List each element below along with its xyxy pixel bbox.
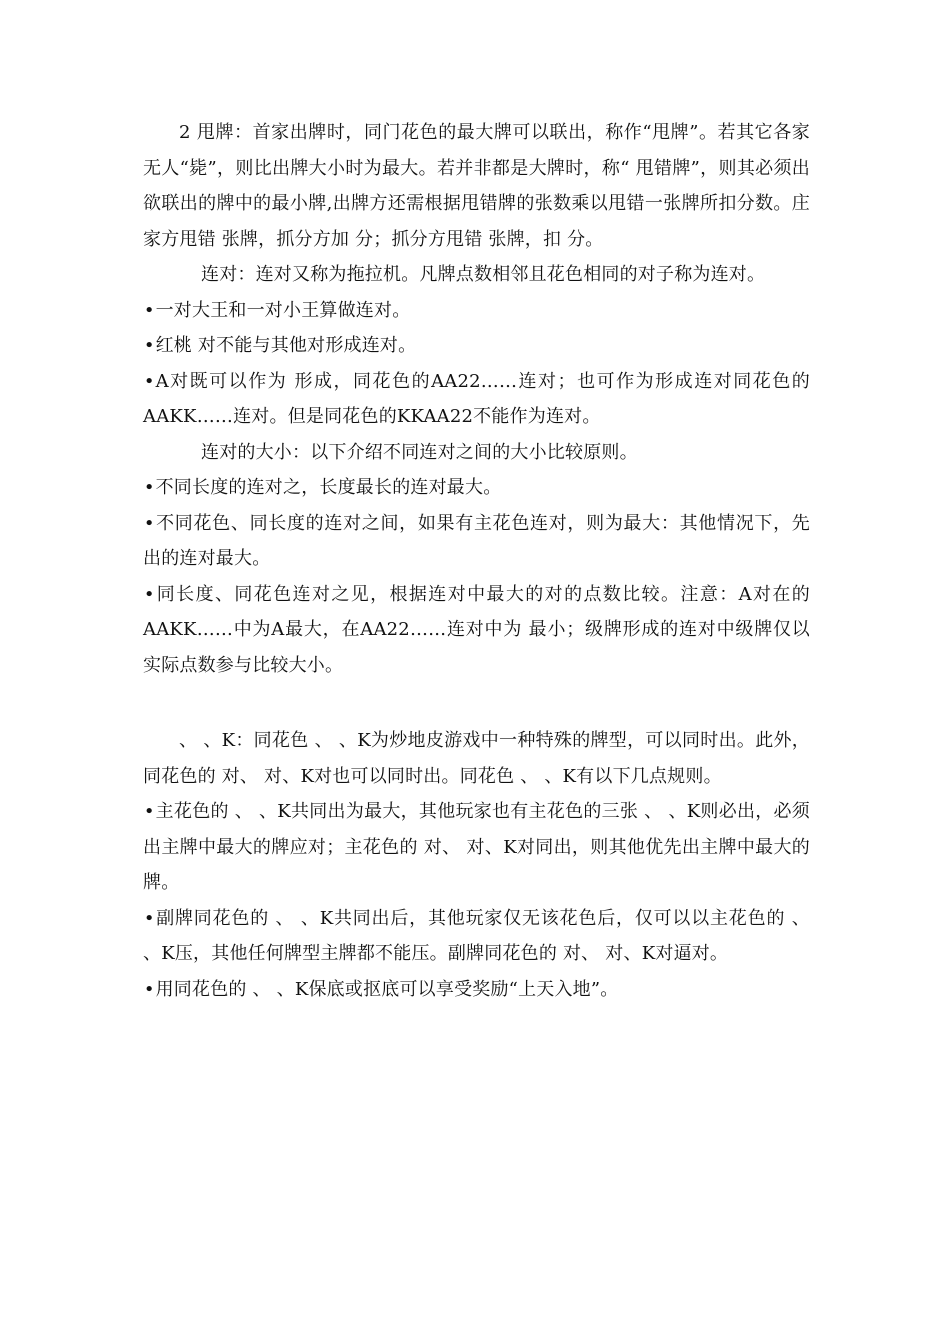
bullet-dot: •: [143, 299, 155, 321]
bullet-text: 主花色的 、 、K共同出为最大，其他玩家也有主花色的三张 、 、K则必出，必须出主牌中最大的牌应对；主花色的 对、 对、K对同出，则其他优先出主牌中最大的牌。: [143, 801, 810, 893]
bullet-dot: •: [143, 512, 155, 534]
document-body: [143, 115, 810, 1007]
bullet-item: [143, 293, 810, 329]
bullet-dot: •: [143, 978, 155, 1000]
bullet-item: [143, 328, 810, 364]
paragraph-liandui-size: 连对的大小：以下介绍不同连对之间的大小比较原则。: [201, 441, 638, 463]
bullet-item: [143, 577, 810, 684]
bullet-text: A对既可以作为 形成，同花色的AA22……连对；也可作为形成连对同花色的AAKK……连对。但是同花色的KKAA22不能作为连对。: [143, 370, 810, 427]
bullet-dot: •: [143, 370, 155, 392]
bullet-item: [143, 506, 810, 577]
bullet-text: 同长度、同花色连对之见，根据连对中最大的对的点数比较。注意：A对在的AAKK……中为A最大，在AA22……连对中为 最小；级牌形成的连对中级牌仅以实际点数参与比较大小。: [143, 583, 810, 676]
paragraph-liandui-definition: 连对：连对又称为拖拉机。凡牌点数相邻且花色相同的对子称为连对。: [201, 264, 766, 285]
bullet-item: [143, 972, 810, 1008]
bullet-text: 红桃 对不能与其他对形成连对。: [155, 335, 417, 356]
bullet-text: 不同长度的连对之，长度最长的连对最大。: [155, 477, 502, 498]
bullet-item: [143, 364, 810, 435]
paragraph-shuaipai: 2 甩牌：首家出牌时，同门花色的最大牌可以联出，称作“甩牌”。若其它各家无人“毙”，则比出牌大小时为最大。若并非都是大牌时，称“ 甩错牌”，则其必须出欲联出的牌中的最小牌,出牌方还需根据甩错牌的张数乘以甩错一张牌所扣分数。庄家方甩错 张牌，抓分方加 分；抓分方甩错 张牌，扣 分。: [143, 122, 810, 250]
bullet-text: 一对大王和一对小王算做连对。: [155, 299, 411, 321]
bullet-dot: •: [143, 477, 155, 498]
section-gap: [143, 683, 810, 723]
bullet-dot: •: [143, 907, 155, 929]
bullet-item: [143, 470, 810, 506]
bullet-dot: •: [143, 801, 155, 822]
bullet-dot: •: [143, 583, 155, 605]
paragraph-special-combo: 、 、K：同花色 、 、K为炒地皮游戏中一种特殊的牌型，可以同时出。此外，同花色的 对、 对、K对也可以同时出。同花色 、 、K有以下几点规则。: [143, 730, 810, 787]
bullet-dot: •: [143, 335, 155, 356]
bullet-item: [143, 794, 810, 901]
bullet-item: [143, 901, 810, 972]
bullet-text: 不同花色、同长度的连对之间，如果有主花色连对，则为最大：其他情况下，先出的连对最大。: [143, 512, 810, 569]
bullet-text: 副牌同花色的 、 、K共同出后，其他玩家仅无该花色后，仅可以以主花色的 、 、K压，其他任何牌型主牌都不能压。副牌同花色的 对、 对、K对逼对。: [143, 907, 810, 964]
bullet-text: 用同花色的 、 、K保底或抠底可以享受奖励“上天入地”。: [155, 978, 619, 1000]
